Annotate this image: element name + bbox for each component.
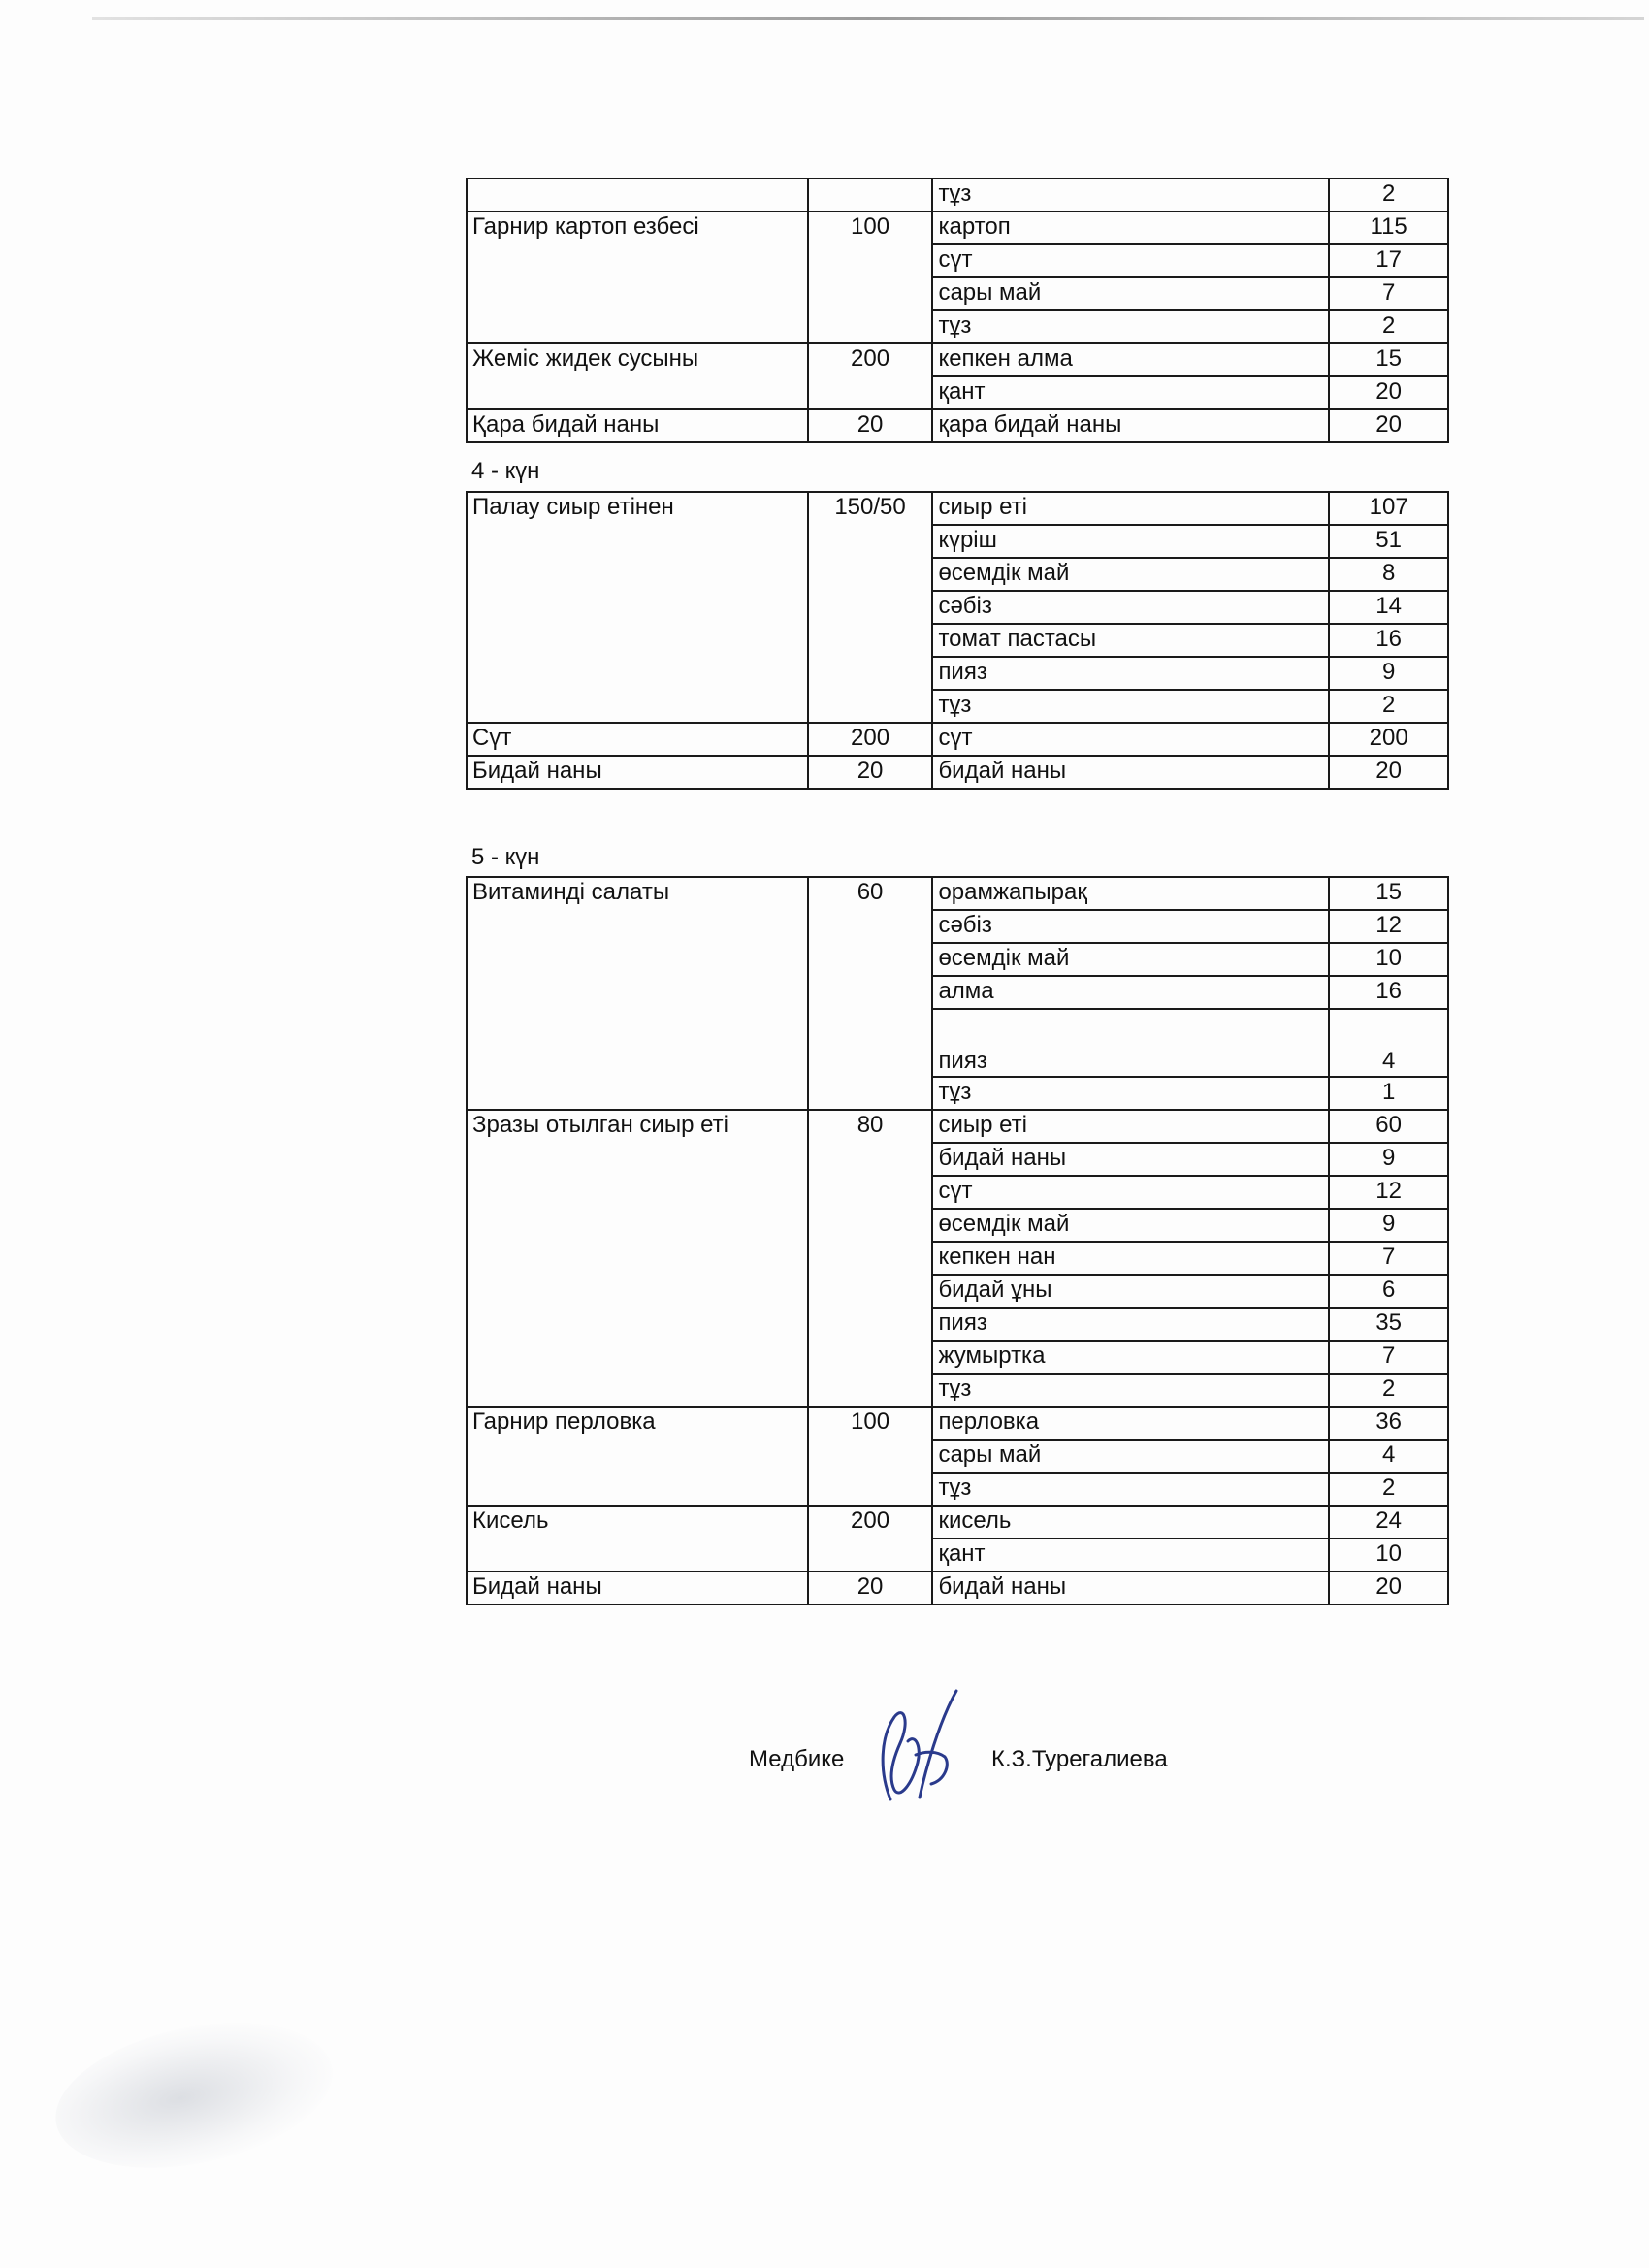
amount-cell: 7: [1329, 277, 1448, 310]
table-row: [467, 657, 1448, 690]
amount-cell: 4: [1329, 1440, 1448, 1473]
amount-cell: 10: [1329, 943, 1448, 976]
dish-cell: [467, 376, 808, 409]
amount-cell: 24: [1329, 1506, 1448, 1539]
table-row: [467, 976, 1448, 1009]
portion-cell: [808, 1143, 933, 1176]
portion-cell: [808, 1539, 933, 1571]
ingredient-cell: сүт: [932, 244, 1329, 277]
dish-cell: [467, 1539, 808, 1571]
portion-cell: [808, 277, 933, 310]
table-row: [467, 1506, 1448, 1539]
portion-cell: [808, 1440, 933, 1473]
amount-cell: 1: [1329, 1077, 1448, 1110]
amount-cell: 115: [1329, 211, 1448, 244]
amount-cell: 36: [1329, 1407, 1448, 1440]
table-row: [467, 943, 1448, 976]
table-row: [467, 756, 1448, 789]
ingredient-cell: пияз: [932, 1308, 1329, 1341]
amount-cell: 107: [1329, 492, 1448, 525]
dish-cell: Витаминді салаты: [467, 877, 808, 910]
portion-cell: [808, 910, 933, 943]
table-row: [467, 1242, 1448, 1275]
portion-cell: [808, 1341, 933, 1374]
portion-cell: [808, 558, 933, 591]
ingredient-cell: сиыр еті: [932, 1110, 1329, 1143]
table-row: [467, 1539, 1448, 1571]
dish-cell: [467, 1143, 808, 1176]
table-row: [467, 343, 1448, 376]
dish-cell: [467, 558, 808, 591]
ingredient-cell: өсемдік май: [932, 1209, 1329, 1242]
portion-cell: 20: [808, 756, 933, 789]
ingredient-cell: тұз: [932, 1374, 1329, 1407]
amount-cell: 16: [1329, 976, 1448, 1009]
table-row: [467, 1110, 1448, 1143]
amount-cell: 6: [1329, 1275, 1448, 1308]
portion-cell: [808, 690, 933, 723]
menu-table-day4: [466, 491, 1449, 790]
ingredient-cell: алма: [932, 976, 1329, 1009]
amount-cell: 15: [1329, 877, 1448, 910]
portion-cell: [808, 624, 933, 657]
portion-cell: [808, 1473, 933, 1506]
table-row: [467, 211, 1448, 244]
amount-cell: 2: [1329, 690, 1448, 723]
ingredient-cell: сәбіз: [932, 591, 1329, 624]
ingredient-cell: сары май: [932, 277, 1329, 310]
dish-cell: [467, 910, 808, 943]
ingredient-cell: қара бидай наны: [932, 409, 1329, 442]
portion-cell: 20: [808, 1571, 933, 1604]
ingredient-cell: сиыр еті: [932, 492, 1329, 525]
amount-cell: 16: [1329, 624, 1448, 657]
table-row: [467, 591, 1448, 624]
ingredient-cell: сүт: [932, 1176, 1329, 1209]
portion-cell: [808, 244, 933, 277]
amount-cell: 9: [1329, 657, 1448, 690]
dish-cell: [467, 525, 808, 558]
amount-cell: 12: [1329, 910, 1448, 943]
amount-cell: 8: [1329, 558, 1448, 591]
ingredient-cell: сүт: [932, 723, 1329, 756]
dish-cell: [467, 1242, 808, 1275]
dish-cell: [467, 277, 808, 310]
amount-cell: 9: [1329, 1209, 1448, 1242]
signature-role: Медбике: [749, 1746, 845, 1772]
table-row: [467, 1407, 1448, 1440]
dish-cell: [467, 310, 808, 343]
portion-cell: [808, 310, 933, 343]
portion-cell: [808, 1009, 933, 1077]
amount-cell: 200: [1329, 723, 1448, 756]
scan-smudge: [43, 1999, 346, 2190]
table-row: [467, 244, 1448, 277]
dish-cell: [467, 178, 808, 211]
ingredient-cell: картоп: [932, 211, 1329, 244]
dish-cell: [467, 1341, 808, 1374]
table-row: [467, 376, 1448, 409]
portion-cell: [808, 943, 933, 976]
amount-cell: 2: [1329, 1374, 1448, 1407]
table-row: [467, 558, 1448, 591]
ingredient-cell: қант: [932, 376, 1329, 409]
dish-cell: [467, 1275, 808, 1308]
dish-cell: Гарнир перловка: [467, 1407, 808, 1440]
amount-cell: 2: [1329, 310, 1448, 343]
ingredient-cell: кепкен алма: [932, 343, 1329, 376]
amount-cell: 51: [1329, 525, 1448, 558]
amount-cell: 20: [1329, 1571, 1448, 1604]
amount-cell: 2: [1329, 178, 1448, 211]
portion-cell: [808, 376, 933, 409]
menu-table-day3-continued: [466, 178, 1449, 443]
ingredient-cell: томат пастасы: [932, 624, 1329, 657]
amount-cell: 17: [1329, 244, 1448, 277]
portion-cell: 60: [808, 877, 933, 910]
amount-cell: 20: [1329, 756, 1448, 789]
portion-cell: 100: [808, 1407, 933, 1440]
table-row: [467, 1308, 1448, 1341]
table-row: [467, 178, 1448, 211]
amount-cell: 60: [1329, 1110, 1448, 1143]
amount-cell: 35: [1329, 1308, 1448, 1341]
table-row: [467, 1341, 1448, 1374]
ingredient-cell: өсемдік май: [932, 558, 1329, 591]
ingredient-cell: перловка: [932, 1407, 1329, 1440]
table-row: [467, 1009, 1448, 1077]
ingredient-cell: қант: [932, 1539, 1329, 1571]
dish-cell: [467, 591, 808, 624]
table-row: [467, 1374, 1448, 1407]
table-row: [467, 1473, 1448, 1506]
ingredient-cell: бидай наны: [932, 756, 1329, 789]
table-row: [467, 877, 1448, 910]
portion-cell: 150/50: [808, 492, 933, 525]
portion-cell: 200: [808, 1506, 933, 1539]
amount-cell: 2: [1329, 1473, 1448, 1506]
table-row: [467, 409, 1448, 442]
amount-cell: 9: [1329, 1143, 1448, 1176]
table-row: [467, 1143, 1448, 1176]
dish-cell: [467, 1440, 808, 1473]
menu-table-day5: [466, 876, 1449, 1605]
portion-cell: [808, 1275, 933, 1308]
dish-cell: [467, 624, 808, 657]
dish-cell: Қара бидай наны: [467, 409, 808, 442]
dish-cell: [467, 244, 808, 277]
scan-edge-line: [92, 17, 1644, 20]
table-row: [467, 624, 1448, 657]
ingredient-cell: сары май: [932, 1440, 1329, 1473]
ingredient-cell: сәбіз: [932, 910, 1329, 943]
table-row: [467, 1440, 1448, 1473]
portion-cell: [808, 1308, 933, 1341]
amount-cell: 12: [1329, 1176, 1448, 1209]
portion-cell: [808, 1176, 933, 1209]
dish-cell: Сүт: [467, 723, 808, 756]
portion-cell: [808, 525, 933, 558]
dish-cell: [467, 943, 808, 976]
ingredient-cell: кисель: [932, 1506, 1329, 1539]
ingredient-cell: орамжапырақ: [932, 877, 1329, 910]
portion-cell: 80: [808, 1110, 933, 1143]
table-row: [467, 910, 1448, 943]
portion-cell: [808, 178, 933, 211]
portion-cell: [808, 1209, 933, 1242]
dish-cell: Бидай наны: [467, 756, 808, 789]
table-row: [467, 1176, 1448, 1209]
table-row: [467, 310, 1448, 343]
dish-cell: Бидай наны: [467, 1571, 808, 1604]
portion-cell: [808, 1374, 933, 1407]
ingredient-cell: тұз: [932, 178, 1329, 211]
ingredient-cell: кепкен нан: [932, 1242, 1329, 1275]
dish-cell: [467, 976, 808, 1009]
table-row: [467, 1275, 1448, 1308]
ingredient-cell: бидай наны: [932, 1143, 1329, 1176]
ingredient-cell: тұз: [932, 1473, 1329, 1506]
ingredient-cell: тұз: [932, 690, 1329, 723]
amount-cell: 7: [1329, 1341, 1448, 1374]
day-4-label: 4 - күн: [471, 458, 540, 484]
portion-cell: [808, 1077, 933, 1110]
portion-cell: 100: [808, 211, 933, 244]
ingredient-cell: күріш: [932, 525, 1329, 558]
amount-cell: 15: [1329, 343, 1448, 376]
dish-cell: Гарнир картоп езбесі: [467, 211, 808, 244]
ingredient-cell: пияз: [932, 657, 1329, 690]
portion-cell: 20: [808, 409, 933, 442]
dish-cell: Палау сиыр етінен: [467, 492, 808, 525]
day-5-label: 5 - күн: [471, 844, 540, 870]
dish-cell: [467, 657, 808, 690]
signature-name: К.З.Турегалиева: [991, 1746, 1168, 1772]
table-row: [467, 525, 1448, 558]
portion-cell: [808, 1242, 933, 1275]
ingredient-cell: тұз: [932, 310, 1329, 343]
ingredient-cell: бидай ұны: [932, 1275, 1329, 1308]
portion-cell: 200: [808, 723, 933, 756]
dish-cell: Кисель: [467, 1506, 808, 1539]
amount-cell: 14: [1329, 591, 1448, 624]
dish-cell: [467, 1374, 808, 1407]
table-row: [467, 723, 1448, 756]
handwritten-signature: [861, 1683, 968, 1809]
table-row: [467, 492, 1448, 525]
dish-cell: Зразы отылган сиыр еті: [467, 1110, 808, 1143]
table-row: [467, 690, 1448, 723]
amount-cell: 20: [1329, 376, 1448, 409]
dish-cell: [467, 1308, 808, 1341]
dish-cell: Жеміс жидек сусыны: [467, 343, 808, 376]
dish-cell: [467, 1077, 808, 1110]
portion-cell: [808, 657, 933, 690]
ingredient-cell: пияз: [932, 1009, 1329, 1077]
portion-cell: [808, 591, 933, 624]
table-row: [467, 1077, 1448, 1110]
ingredient-cell: тұз: [932, 1077, 1329, 1110]
table-row: [467, 277, 1448, 310]
dish-cell: [467, 1473, 808, 1506]
dish-cell: [467, 1009, 808, 1077]
portion-cell: 200: [808, 343, 933, 376]
ingredient-cell: өсемдік май: [932, 943, 1329, 976]
amount-cell: 4: [1329, 1009, 1448, 1077]
ingredient-cell: жумыртка: [932, 1341, 1329, 1374]
dish-cell: [467, 690, 808, 723]
amount-cell: 10: [1329, 1539, 1448, 1571]
ingredient-cell: бидай наны: [932, 1571, 1329, 1604]
dish-cell: [467, 1176, 808, 1209]
table-row: [467, 1209, 1448, 1242]
amount-cell: 20: [1329, 409, 1448, 442]
amount-cell: 7: [1329, 1242, 1448, 1275]
table-row: [467, 1571, 1448, 1604]
dish-cell: [467, 1209, 808, 1242]
portion-cell: [808, 976, 933, 1009]
